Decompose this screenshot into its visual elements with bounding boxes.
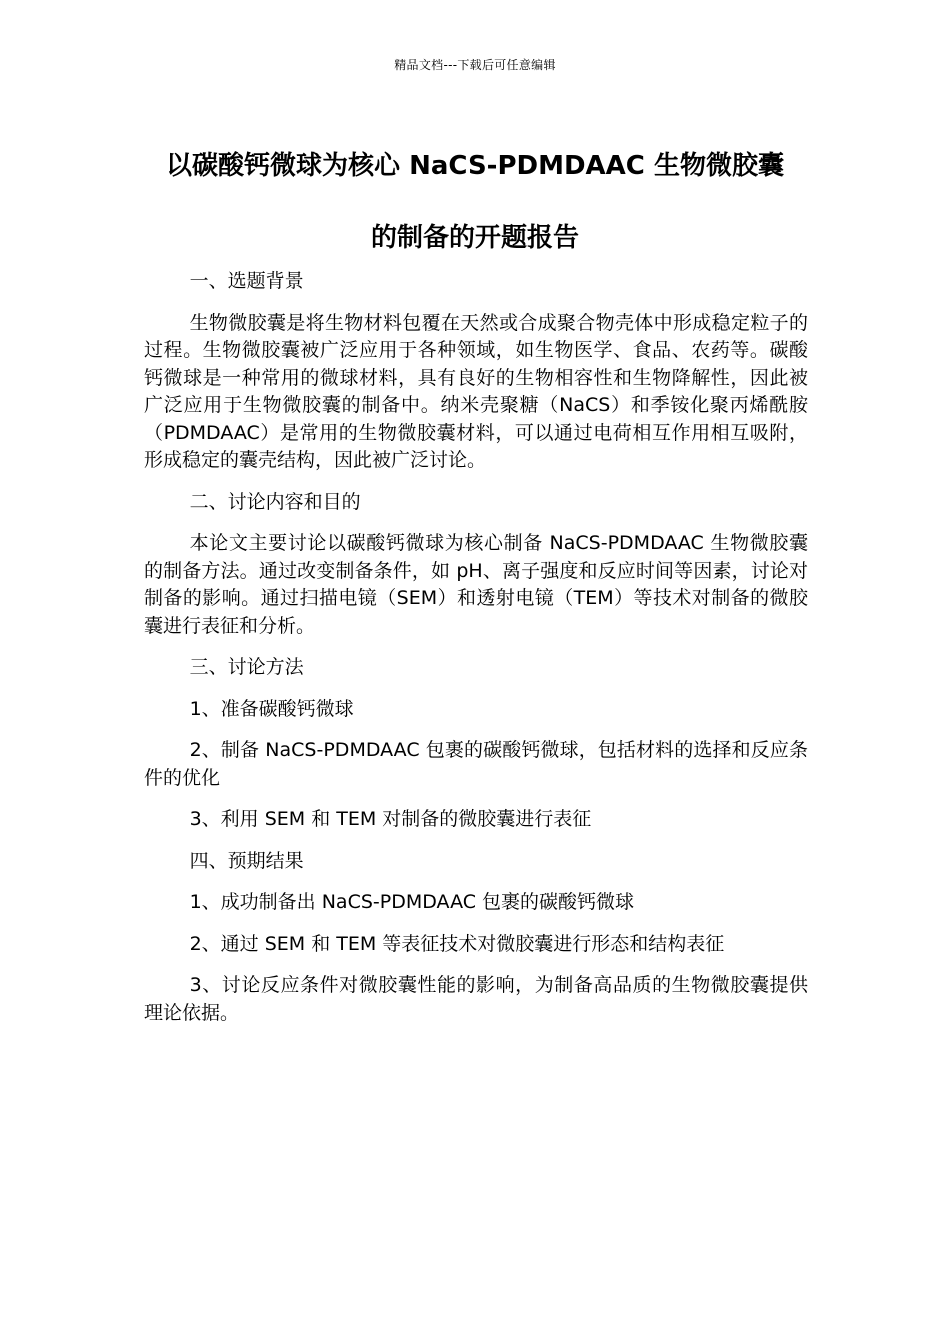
title-line-1: 以碳酸钙微球为核心 NaCS-PDMDAAC 生物微胶囊 (166, 151, 784, 181)
section-heading-content: 二、讨论内容和目的 (189, 490, 361, 513)
result-item: 2、通过 SEM 和 TEM 等表征技术对微胶囊进行形态和结构表征 (189, 932, 725, 955)
method-item: 2、制备 NaCS-PDMDAAC 包裹的碳酸钙微球，包括材料的选择和反应条件的优化 (144, 739, 808, 789)
section-heading-results: 四、预期结果 (189, 849, 304, 872)
result-item: 1、成功制备出 NaCS-PDMDAAC 包裹的碳酸钙微球 (189, 891, 635, 913)
title-line-2: 的制备的开题报告 (370, 223, 579, 253)
method-item: 3、利用 SEM 和 TEM 对制备的微胶囊进行表征 (189, 808, 592, 830)
section-heading-background: 一、选题背景 (189, 270, 304, 292)
section-heading-methods: 三、讨论方法 (189, 656, 304, 678)
paragraph-background: 生物微胶囊是将生物材料包覆在天然或合成聚合物壳体中形成稳定粒子的过程。生物微胶囊被广泛应用于各种领域，如生物医学、食品、农药等。碳酸钙微球是一种常用的微球材料，具有良好的生物相容性和生物降解性，因此被广泛应用于生物微胶囊的制备中。纳米壳聚糖（NaCS）和季铵化聚丙烯酰胺（PDMDAAC）是常用的生物微胶囊材料，可以通过电荷相互作用相互吸附，形成稳定的囊壳结构，因此被广泛讨论。 (144, 311, 808, 471)
document-body (144, 268, 808, 1041)
method-item: 1、准备碳酸钙微球 (189, 697, 354, 720)
document-title (120, 130, 830, 274)
result-item: 3、讨论反应条件对微胶囊性能的影响，为制备高品质的生物微胶囊提供理论依据。 (144, 974, 808, 1024)
page-header: 精品文档---下载后可任意编辑 (394, 58, 556, 72)
paragraph-content: 本论文主要讨论以碳酸钙微球为核心制备 NaCS-PDMDAAC 生物微胶囊的制备方法。通过改变制备条件，如 pH、离子强度和反应时间等因素，讨论对制备的影响。通过扫描电镜（SEM）和透射电镜（TEM）等技术对制备的微胶囊进行表征和分析。 (144, 532, 808, 637)
